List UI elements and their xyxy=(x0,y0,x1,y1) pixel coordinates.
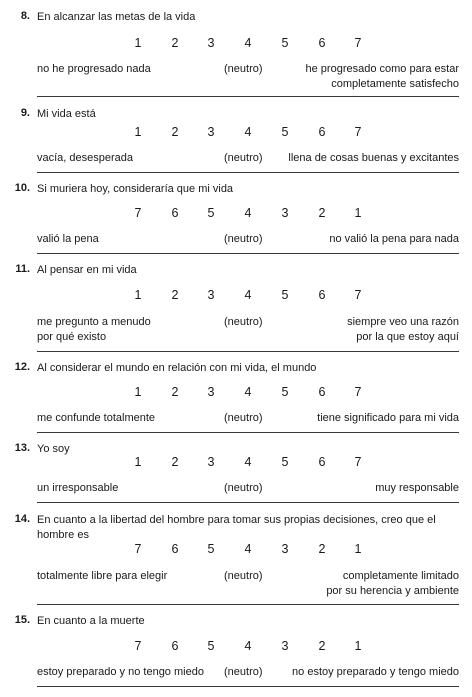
question-text: En cuanto a la muerte xyxy=(37,615,145,627)
scale-option[interactable]: 2 xyxy=(171,36,179,50)
scale-option[interactable]: 4 xyxy=(244,125,252,139)
left-anchor: me pregunto a menudo por qué existo xyxy=(37,316,151,343)
divider xyxy=(37,432,459,433)
question-number: 14. xyxy=(14,513,30,525)
scale-option[interactable]: 1 xyxy=(354,206,362,220)
question-number: 8. xyxy=(20,10,30,22)
scale-option[interactable]: 4 xyxy=(244,288,252,302)
neutral-anchor: (neutro) xyxy=(224,482,263,494)
rating-scale[interactable] xyxy=(0,288,472,302)
scale-option[interactable]: 3 xyxy=(207,36,215,50)
rating-scale[interactable] xyxy=(0,125,472,139)
left-anchor: totalmente libre para elegir xyxy=(37,570,168,582)
scale-option[interactable]: 6 xyxy=(318,455,326,469)
right-anchor: he progresado como para estar completamente satisfecho xyxy=(305,63,459,90)
question-text: Al pensar en mi vida xyxy=(37,264,137,276)
scale-option[interactable]: 6 xyxy=(318,36,326,50)
scale-option[interactable]: 4 xyxy=(244,385,252,399)
neutral-anchor: (neutro) xyxy=(224,666,263,678)
scale-option[interactable]: 4 xyxy=(244,455,252,469)
rating-scale[interactable] xyxy=(0,385,472,399)
scale-option[interactable]: 1 xyxy=(134,288,142,302)
scale-option[interactable]: 2 xyxy=(171,288,179,302)
right-anchor: no estoy preparado y tengo miedo xyxy=(292,666,459,678)
scale-option[interactable]: 3 xyxy=(207,385,215,399)
rating-scale[interactable] xyxy=(0,639,472,653)
question-text: Mi vida está xyxy=(37,108,96,120)
scale-option[interactable]: 6 xyxy=(171,639,179,653)
divider xyxy=(37,351,459,352)
scale-option[interactable]: 5 xyxy=(281,36,289,50)
scale-option[interactable]: 6 xyxy=(318,385,326,399)
divider xyxy=(37,96,459,97)
scale-option[interactable]: 5 xyxy=(281,288,289,302)
divider xyxy=(37,253,459,254)
scale-option[interactable]: 7 xyxy=(354,385,362,399)
rating-scale[interactable] xyxy=(0,36,472,50)
question-number: 11. xyxy=(15,263,30,275)
scale-option[interactable]: 5 xyxy=(207,206,215,220)
scale-option[interactable]: 5 xyxy=(281,385,289,399)
scale-option[interactable]: 7 xyxy=(354,125,362,139)
scale-option[interactable]: 7 xyxy=(354,36,362,50)
left-anchor: me confunde totalmente xyxy=(37,412,156,424)
right-anchor: siempre veo una razón por la que estoy aquí xyxy=(347,316,459,343)
right-anchor: no valió la pena para nada xyxy=(329,233,459,245)
scale-option[interactable]: 3 xyxy=(207,288,215,302)
question-text: Al considerar el mundo en relación con mi vida, el mundo xyxy=(37,362,317,374)
scale-option[interactable]: 2 xyxy=(318,542,326,556)
scale-option[interactable]: 5 xyxy=(281,125,289,139)
question-text: Si muriera hoy, consideraría que mi vida xyxy=(37,183,234,195)
right-anchor: completamente limitado por su herencia y ambiente xyxy=(326,570,459,597)
question-text: En cuanto a la libertad del hombre para tomar sus propias decisiones, creo que el hombre es xyxy=(37,514,436,541)
left-anchor: vacía, desesperada xyxy=(37,152,134,164)
scale-option[interactable]: 5 xyxy=(207,542,215,556)
rating-scale[interactable] xyxy=(0,206,472,220)
scale-option[interactable]: 3 xyxy=(281,542,289,556)
scale-option[interactable]: 7 xyxy=(354,455,362,469)
scale-option[interactable]: 2 xyxy=(318,206,326,220)
rating-scale[interactable] xyxy=(0,542,472,556)
neutral-anchor: (neutro) xyxy=(224,63,263,75)
scale-option[interactable]: 3 xyxy=(207,455,215,469)
scale-option[interactable]: 4 xyxy=(244,639,252,653)
scale-option[interactable]: 1 xyxy=(354,639,362,653)
divider xyxy=(37,172,459,173)
question-text: Yo soy xyxy=(37,443,70,455)
scale-option[interactable]: 2 xyxy=(171,385,179,399)
divider xyxy=(37,604,459,605)
neutral-anchor: (neutro) xyxy=(224,233,263,245)
right-anchor: llena de cosas buenas y excitantes xyxy=(288,152,459,164)
divider xyxy=(37,502,459,503)
question-number: 15. xyxy=(14,614,30,626)
left-anchor: valió la pena xyxy=(37,233,99,245)
scale-option[interactable]: 2 xyxy=(171,455,179,469)
scale-option[interactable]: 1 xyxy=(134,125,142,139)
scale-option[interactable]: 3 xyxy=(207,125,215,139)
neutral-anchor: (neutro) xyxy=(224,316,263,328)
question-number: 12. xyxy=(14,361,30,373)
right-anchor: tiene significado para mi vida xyxy=(317,412,459,424)
scale-option[interactable]: 4 xyxy=(244,36,252,50)
left-anchor: estoy preparado y no tengo miedo xyxy=(37,666,204,678)
neutral-anchor: (neutro) xyxy=(224,152,263,164)
scale-option[interactable]: 7 xyxy=(354,288,362,302)
left-anchor: no he progresado nada xyxy=(37,63,151,75)
question-number: 13. xyxy=(14,442,30,454)
neutral-anchor: (neutro) xyxy=(224,412,263,424)
question-number: 10. xyxy=(14,182,30,194)
scale-option[interactable]: 4 xyxy=(244,542,252,556)
scale-option[interactable]: 2 xyxy=(318,639,326,653)
scale-option[interactable]: 1 xyxy=(134,36,142,50)
left-anchor: un irresponsable xyxy=(37,482,119,494)
scale-option[interactable]: 5 xyxy=(207,639,215,653)
scale-option[interactable]: 3 xyxy=(281,639,289,653)
scale-option[interactable]: 7 xyxy=(134,542,142,556)
question-text: En alcanzar las metas de la vida xyxy=(37,11,196,23)
scale-option[interactable]: 2 xyxy=(171,125,179,139)
scale-option[interactable]: 4 xyxy=(244,206,252,220)
scale-option[interactable]: 6 xyxy=(318,125,326,139)
scale-option[interactable]: 3 xyxy=(281,206,289,220)
scale-option[interactable]: 1 xyxy=(134,385,142,399)
scale-option[interactable]: 7 xyxy=(134,639,142,653)
divider xyxy=(37,686,459,687)
scale-option[interactable]: 6 xyxy=(318,288,326,302)
scale-option[interactable]: 1 xyxy=(134,455,142,469)
scale-option[interactable]: 1 xyxy=(354,542,362,556)
right-anchor: muy responsable xyxy=(375,482,459,494)
neutral-anchor: (neutro) xyxy=(224,570,263,582)
scale-option[interactable]: 5 xyxy=(281,455,289,469)
question-number: 9. xyxy=(20,107,30,119)
scale-option[interactable]: 6 xyxy=(171,542,179,556)
rating-scale[interactable] xyxy=(0,455,472,469)
scale-option[interactable]: 7 xyxy=(134,206,142,220)
scale-option[interactable]: 6 xyxy=(171,206,179,220)
